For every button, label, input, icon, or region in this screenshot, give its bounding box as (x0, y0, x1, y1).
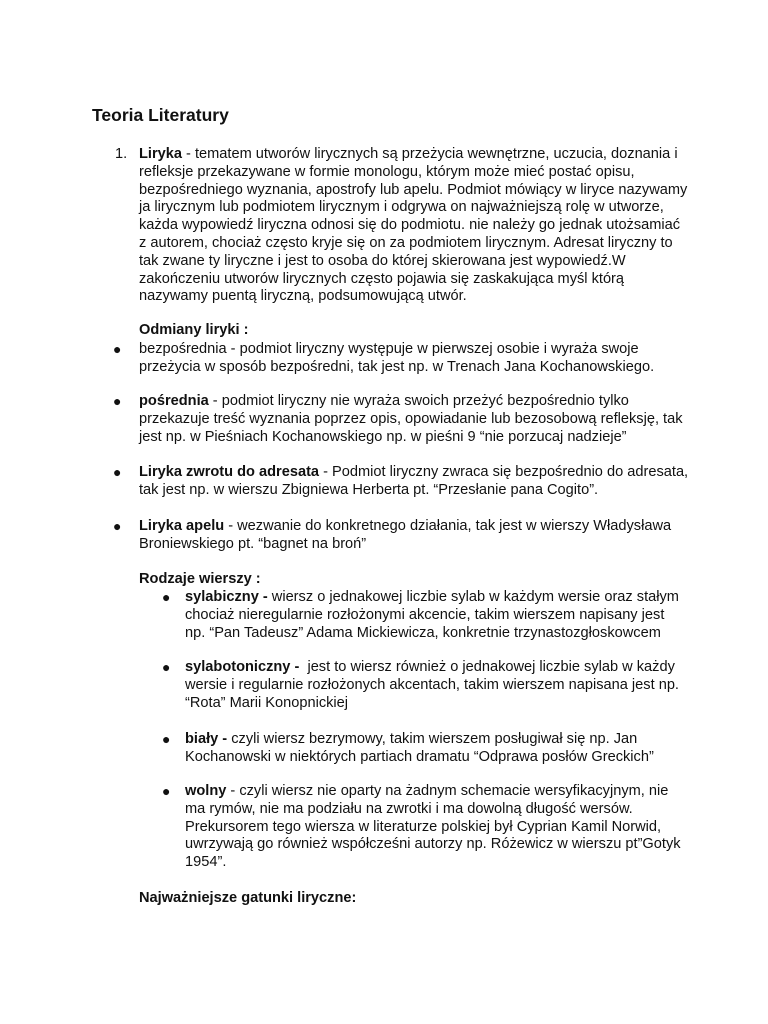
bullet-icon: ● (162, 589, 171, 605)
rodzaj-sylabotoniczny: sylabotoniczny - jest to wiersz również o jednakowej liczbie sylab w każdy wersie i regularnie rozłożonych akcentach, takim wierszem napisana jest np. “Rota” Marii Konopnickiej (185, 659, 705, 712)
term-bialy: biały - (185, 731, 228, 747)
paragraph-line: Liryka - tematem utworów lirycznych są przeżycia wewnętrzne, uczucia, doznania i (139, 146, 678, 162)
paragraph-line: ja lirycznym lub podmiotem lirycznym i odgrywa on najważniejszą rolę w utworze, (139, 199, 664, 216)
term-apelu: Liryka apelu (139, 518, 225, 534)
odmiana-zwrotu: Liryka zwrotu do adresata - Podmiot liryczny zwraca się bezpośrednio do adresata, tak jest np. w wierszu Zbigniewa Herberta pt. “Przesłanie pana Cogito”. (139, 464, 699, 500)
list-item-line: przekazuje treść wyznania poprzez opis, opowiadanie lub bezosobową refleksję, tak (139, 410, 683, 427)
list-item-line: np. “Pan Tadeusz” Adama Mickiewicza, konkretnie trzynastozgłoskowcem (185, 624, 661, 641)
rodzaj-sylabiczny: sylabiczny - wiersz o jednakowej liczbie sylab w każdym wersie oraz stałym chociaż nieregularnie rozłożonymi akcencie, takim wierszem napisany jest np. “Pan Tadeusz” Adama Mickiewicza, konkretnie trzynastozgłoskowcem (185, 589, 705, 642)
rodzaje-heading: Rodzaje wierszy : (139, 571, 261, 587)
term-posrednia: pośrednia (139, 393, 209, 409)
odmiana-bezposrednia (139, 341, 699, 377)
paragraph-line: każda wypowiedź liryczna odnosi się do podmiotu. nie należy go jednak utożsamiać (139, 217, 681, 234)
paragraph-line: tak zwane ty liryczne i jest to osoba do której skierowana jest wypowiedź.W (139, 252, 626, 269)
list-item-line: ma rymów, nie ma podziału na zwrotki i ma dowolną długość wersów. (185, 800, 633, 817)
gatunki-heading: Najważniejsze gatunki liryczne: (139, 890, 357, 906)
bullet-icon: ● (113, 464, 122, 480)
list-item-line: Kochanowski w niektórych partiach dramatu “Odprawa posłów Greckich” (185, 748, 654, 765)
page-title: Teoria Literatury (92, 105, 229, 125)
list-item-line: tak jest np. w wierszu Zbigniewa Herberta pt. “Przesłanie pana Cogito”. (139, 481, 599, 498)
odmiana-apelu: Liryka apelu - wezwanie do konkretnego działania, tak jest w wierszy Władysława Broniewskiego pt. “bagnet na broń” (139, 518, 699, 554)
liryka-paragraph (139, 146, 699, 306)
term-zwrotu: Liryka zwrotu do adresata (139, 464, 320, 480)
paragraph-line: bezpośredniego wyznania, apostrofy lub apelu. Podmiot mówiący w liryce nazywamy (139, 181, 688, 198)
paragraph-line: nazywamy puentą liryczną, podsumowującą utwór. (139, 288, 467, 305)
list-item-line: przeżycia w sposób bezpośredni, tak jest np. w Trenach Jana Kochanowskiego. (139, 358, 655, 375)
bullet-icon: ● (113, 393, 122, 409)
term-sylabiczny: sylabiczny - (185, 589, 268, 605)
bullet-icon: ● (113, 341, 122, 357)
bullet-icon: ● (162, 659, 171, 675)
list-item-line: wersie i regularnie rozłożonych akcentach, takim wierszem napisana jest np. (185, 676, 679, 693)
list-item-line: Broniewskiego pt. “bagnet na broń” (139, 535, 367, 552)
term-wolny: wolny (185, 783, 227, 799)
list-item-line: “Rota” Marii Konopnickiej (185, 694, 349, 711)
list-number: 1. (115, 146, 128, 162)
list-item-line: uwrzywają go również współcześni autorzy np. Różewicz w wierszu pt”Gotyk (185, 836, 681, 853)
paragraph-line: refleksje przekazywane w formie monologu, którym może mieć postać opisu, (139, 163, 635, 180)
odmiany-heading: Odmiany liryki : (139, 322, 249, 338)
rodzaj-bialy: biały - czyli wiersz bezrymowy, takim wierszem posługiwał się np. Jan Kochanowski w niektórych partiach dramatu “Odprawa posłów Greckich” (185, 731, 705, 767)
term-sylabotoniczny: sylabotoniczny - (185, 659, 300, 675)
odmiana-posrednia: pośrednia - podmiot liryczny nie wyraża swoich przeżyć bezpośrednio tylko przekazuje treść wyznania poprzez opis, opowiadanie lub bezosobową refleksję, tak jest np. w Pieśniach Kochanowskiego np. w pieśni 9 “nie porzucaj nadzieje” (139, 393, 699, 446)
bullet-icon: ● (162, 731, 171, 747)
paragraph-line: zakończeniu utworów lirycznych często pojawia się zaskakująca myśl którą (139, 270, 625, 287)
list-item-line: Prekursorem tego wiersza w literaturze polskiej był Cyprian Kamil Norwid, (185, 818, 662, 835)
bullet-icon: ● (113, 518, 122, 534)
bullet-icon: ● (162, 783, 171, 799)
term-liryka: Liryka (139, 146, 182, 162)
list-item-line: chociaż nieregularnie rozłożonymi akcencie, takim wierszem napisany jest (185, 606, 665, 623)
list-item-line: jest np. w Pieśniach Kochanowskiego np. w pieśni 9 “nie porzucaj nadzieje” (139, 428, 627, 445)
list-item-line: 1954”. (185, 854, 227, 871)
paragraph-line: z autorem, chociaż często kryje się on za podmiotem lirycznym. Adresat liryczny to (139, 234, 673, 251)
rodzaj-wolny: wolny - czyli wiersz nie oparty na żadnym schemacie wersyfikacyjnym, nie ma rymów, nie ma podziału na zwrotki i ma dowolną długość wersów. Prekursorem tego wiersza w literaturze polskiej był Cyprian Kamil Norwid, uwrzywają go również współcześni autorzy np. Różewicz w wierszu pt”Gotyk 1954”. (185, 783, 705, 872)
list-item-line: bezpośrednia - podmiot liryczny występuje w pierwszej osobie i wyraża swoje (139, 341, 639, 357)
